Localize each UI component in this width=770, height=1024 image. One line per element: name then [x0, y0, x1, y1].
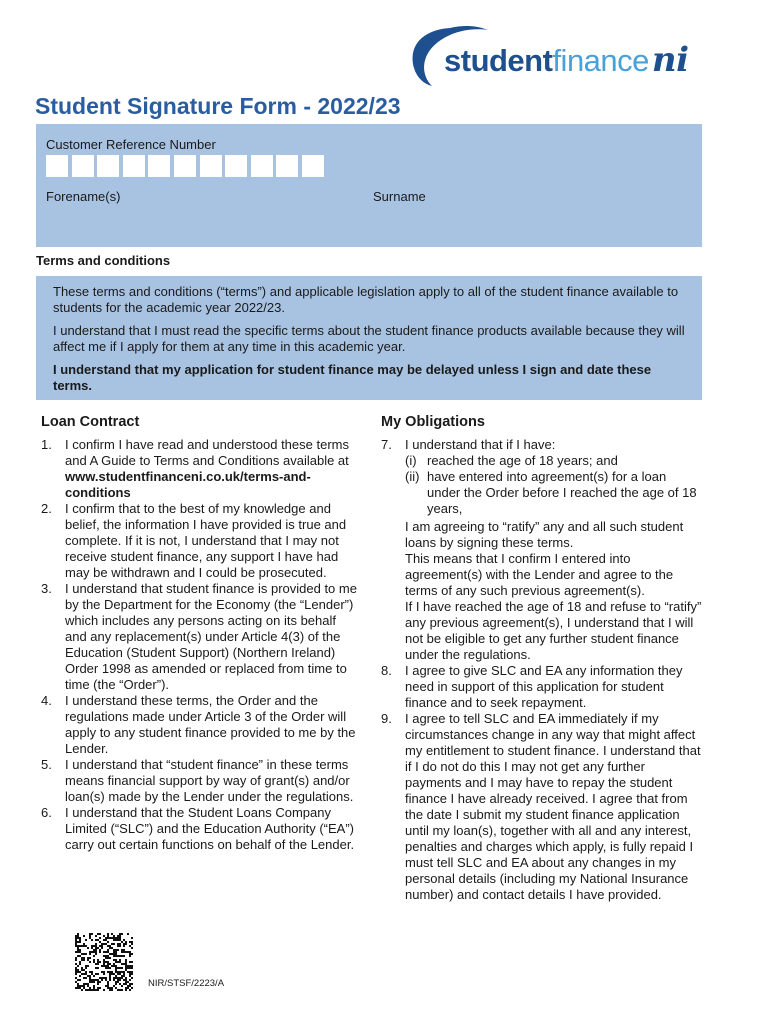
item-number: 6. — [41, 805, 52, 820]
item-number: 2. — [41, 501, 52, 516]
loan-contract-section — [41, 413, 361, 853]
form-code: NIR/STSF/2223/A — [148, 978, 225, 989]
surname-field-label: Surname — [373, 189, 426, 204]
list-item — [41, 805, 361, 853]
reference-digit-box[interactable] — [302, 155, 324, 177]
sub-item-text: reached the age of 18 years; and — [427, 453, 618, 468]
item-text: I understand that student finance is provided to me by the Department for the Economy (the “Lender”) which includes any persons acting on its behalf and any replacement(s) under Article 4(3) of the Education (Student Support) (Northern Ireland) Order 1998 as amended or replaced from time to time (the “Order”). — [65, 581, 357, 692]
item-text: If I have reached the age of 18 and refuse to “ratify” any previous agreement(s), I understand that I will not be eligible to get any further student finance under the regulations. — [405, 599, 702, 662]
customer-reference-label: Customer Reference Number — [46, 137, 216, 152]
page-title: Student Signature Form - 2022/23 — [35, 93, 401, 119]
logo-word-ni: ni — [651, 40, 689, 80]
logo-text — [444, 40, 689, 80]
item-number: 1. — [41, 437, 52, 452]
item-text: I understand that the Student Loans Company Limited (“SLC”) and the Education Authority (“EA”) carry out certain functions on behalf of the Lender. — [65, 805, 355, 852]
sub-item-number: (ii) — [405, 469, 420, 484]
sub-item — [405, 469, 703, 517]
terms-paragraph-1: These terms and conditions (“terms”) and applicable legislation apply to all of the student finance available to students for the academic year 2022/23. — [53, 284, 679, 315]
terms-heading: Terms and conditions — [36, 253, 171, 268]
list-item — [41, 757, 361, 805]
reference-digit-box[interactable] — [276, 155, 298, 177]
item-number: 5. — [41, 757, 52, 772]
list-item — [41, 501, 361, 581]
item-number: 8. — [381, 663, 392, 678]
customer-reference-boxes — [46, 155, 328, 177]
reference-digit-box[interactable] — [174, 155, 196, 177]
item-text: This means that I confirm I entered into agreement(s) with the Lender and agree to the terms of any such previous agreement(s). — [405, 551, 674, 598]
item-number: 7. — [381, 437, 392, 452]
reference-digit-box[interactable] — [200, 155, 222, 177]
terms-link[interactable]: www.studentfinanceni.co.uk/terms-and-conditions — [65, 469, 311, 500]
list-item — [41, 693, 361, 757]
item-text: I understand that “student finance” in these terms means financial support by way of grant(s) and/or loan(s) made by the Lender under the regulations. — [65, 757, 354, 804]
logo-word-finance: finance — [552, 43, 649, 78]
forename-field-label: Forename(s) — [46, 189, 121, 204]
item-text: I understand these terms, the Order and the regulations made under Article 3 of the Order will apply to any student finance provided to me by the Lender. — [65, 693, 356, 756]
student-finance-ni-logo — [404, 22, 734, 94]
terms-paragraph-3: I understand that my application for student finance may be delayed unless I sign and date these terms. — [53, 362, 652, 393]
sub-item — [405, 453, 703, 469]
list-item — [41, 437, 361, 501]
terms-paragraph-2: I understand that I must read the specific terms about the student finance products available because they will affect me if I apply for them at any time in this academic year. — [53, 323, 685, 354]
logo-word-student: student — [444, 43, 553, 78]
reference-digit-box[interactable] — [148, 155, 170, 177]
reference-digit-box[interactable] — [72, 155, 94, 177]
sub-item-text: have entered into agreement(s) for a loan under the Order before I reached the age of 18 years, — [427, 469, 697, 516]
item-text: I am agreeing to “ratify” any and all such student loans by signing these terms. — [405, 519, 684, 550]
sub-item-number: (i) — [405, 453, 417, 468]
item-number: 3. — [41, 581, 52, 596]
reference-digit-box[interactable] — [46, 155, 68, 177]
item-text: I agree to give SLC and EA any information they need in support of this application for student finance and to seek repayment. — [405, 663, 683, 710]
list-item — [381, 663, 703, 711]
loan-contract-heading: Loan Contract — [41, 414, 140, 430]
reference-digit-box[interactable] — [97, 155, 119, 177]
item-text: I understand that if I have: — [405, 437, 556, 452]
item-text: I confirm that to the best of my knowledge and belief, the information I have provided is true and complete. If it is not, I understand that I may not receive student finance, any support I have had may be withdrawn and I could be prosecuted. — [65, 501, 347, 580]
reference-digit-box[interactable] — [251, 155, 273, 177]
item-number: 4. — [41, 693, 52, 708]
barcode-icon — [75, 933, 133, 991]
item-text: I confirm I have read and understood these terms and A Guide to Terms and Conditions available at — [65, 437, 349, 468]
terms-panel — [36, 276, 702, 400]
list-item — [381, 711, 703, 903]
obligations-heading: My Obligations — [381, 414, 485, 430]
item-text: I agree to tell SLC and EA immediately if my circumstances change in any way that might affect my entitlement to student finance. I understand that if I do not do this I may not get any further payments and I may have to repay the student finance I have already received. I agree that from the date I submit my student finance application until my loan(s), together with all and any interest, penalties and charges which apply, is fully repaid I must tell SLC and EA about any changes in my personal details (including my National Insurance number) and contact details I have provided. — [405, 711, 701, 902]
list-item — [381, 437, 703, 663]
item-number: 9. — [381, 711, 392, 726]
my-obligations-section — [381, 413, 703, 903]
reference-digit-box[interactable] — [123, 155, 145, 177]
reference-digit-box[interactable] — [225, 155, 247, 177]
customer-details-panel — [36, 124, 702, 247]
list-item — [41, 581, 361, 693]
